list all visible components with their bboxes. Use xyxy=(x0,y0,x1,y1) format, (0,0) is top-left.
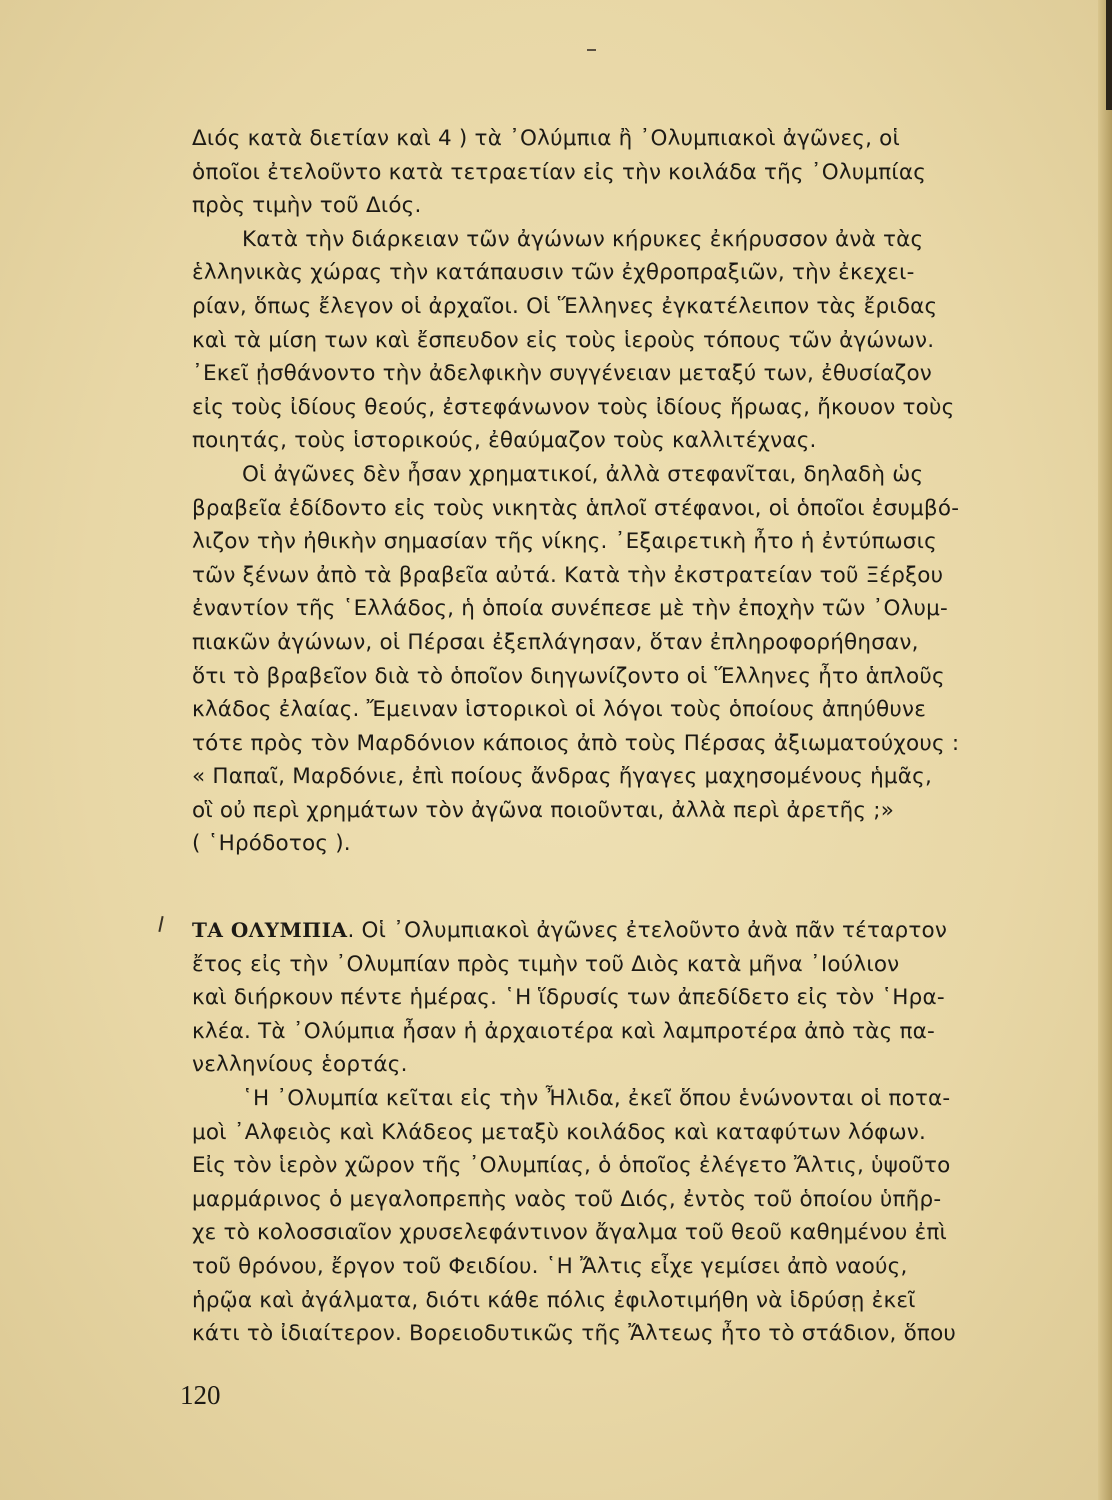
print-mark xyxy=(587,49,596,51)
text-line: τότε πρὸς τὸν Μαρδόνιον κάποιος ἀπὸ τοὺς Πέρσας ἀξιωματούχους : xyxy=(192,730,960,756)
text-line: ὁποῖοι ἐτελοῦντο κατὰ τετραετίαν εἰς τὴν κοιλάδα τῆς ᾿Ολυμπίας xyxy=(192,159,927,185)
text-line: βραβεῖα ἐδίδοντο εἰς τοὺς νικητὰς ἁπλοῖ στέφανοι, οἱ ὁποῖοι ἐσυμβό- xyxy=(192,495,960,521)
text-line: νελληνίους ἑορτάς. xyxy=(192,1052,408,1078)
text-line: τῶν ξένων ἀπὸ τὰ βραβεῖα αὐτά. Κατὰ τὴν ἐκστρατείαν τοῦ Ξέρξου xyxy=(192,562,944,588)
text-line: μαρμάρινος ὁ μεγαλοπρεπὴς ναὸς τοῦ Διός, ἐντὸς τοῦ ὁποίου ὑπῆρ- xyxy=(192,1186,942,1212)
section-heading: ΤΑ ΟΛΥΜΠΙΑ xyxy=(192,918,348,942)
text-line: Κατὰ τὴν διάρκειαν τῶν ἀγώνων κήρυκες ἐκήρυσσον ἀνὰ τὰς xyxy=(242,226,924,252)
section-heading-tail: . Οἱ ᾿Ολυμπιακοὶ ἀγῶνες ἐτελοῦντο ἀνὰ πᾶν τέταρτον xyxy=(347,918,948,943)
page-number: 120 xyxy=(180,1380,221,1410)
margin-mark xyxy=(158,916,163,932)
text-line: ὅτι τὸ βραβεῖον διὰ τὸ ὁποῖον διηγωνίζοντο οἱ Ἕλληνες ἦτο ἁπλοῦς xyxy=(192,663,945,689)
text-line: τοῦ θρόνου, ἔργον τοῦ Φειδίου. ῾Η Ἄλτις εἶχε γεμίσει ἀπὸ ναούς, xyxy=(192,1253,908,1279)
text-line: κλάδος ἐλαίας. Ἔμειναν ἱστορικοὶ οἱ λόγοι τοὺς ὁποίους ἀπηύθυνε xyxy=(192,697,927,723)
text-line: χε τὸ κολοσσιαῖον χρυσελεφάντινον ἄγαλμα τοῦ θεοῦ καθημένου ἐπὶ xyxy=(192,1220,948,1246)
text-line: μοὶ ᾿Αλφειὸς καὶ Κλάδεος μεταξὺ κοιλάδος καὶ καταφύτων λόφων. xyxy=(192,1119,927,1145)
text-line: ( ῾Ηρόδοτος ). xyxy=(192,831,351,857)
text-line: πρὸς τιμὴν τοῦ Διός. xyxy=(192,193,422,219)
text-line: ῾Η ᾿Ολυμπία κεῖται εἰς τὴν Ἦλιδα, ἐκεῖ ὅπου ἑνώνονται οἱ ποτα- xyxy=(242,1085,951,1111)
text-line: οἳ οὐ περὶ χρημάτων τὸν ἀγῶνα ποιοῦνται, ἀλλὰ περὶ ἀρετῆς ;» xyxy=(192,797,895,823)
section-first-line xyxy=(192,914,1022,948)
text-line: ἐναντίον τῆς ῾Ελλάδος, ἡ ὁποία συνέπεσε μὲ τὴν ἐποχὴν τῶν ᾿Ολυμ- xyxy=(192,596,948,622)
text-line: εἰς τοὺς ἰδίους θεούς, ἐστεφάνωνον τοὺς ἰδίους ἥρωας, ἤκουον τοὺς xyxy=(192,394,955,420)
text-line: ἡρῷα καὶ ἀγάλματα, διότι κάθε πόλις ἐφιλοτιμήθη νὰ ἱδρύσῃ ἐκεῖ xyxy=(192,1287,916,1313)
text-line: καὶ τὰ μίση των καὶ ἔσπευδον εἰς τοὺς ἱεροὺς τόπους τῶν ἀγώνων. xyxy=(192,327,935,353)
text-line: καὶ διήρκουν πέντε ἡμέρας. ῾Η ἵδρυσίς των ἀπεδίδετο εἰς τὸν ῾Ηρα- xyxy=(192,985,945,1011)
text-line: κάτι τὸ ἰδιαίτερον. Βορειοδυτικῶς τῆς Ἄλτεως ἦτο τὸ στάδιον, ὅπου xyxy=(192,1321,957,1347)
text-line: ρίαν, ὅπως ἔλεγον οἱ ἀρχαῖοι. Οἱ Ἕλληνες ἐγκατέλειπον τὰς ἔριδας xyxy=(192,293,938,319)
text-block-olympia xyxy=(192,914,1022,1351)
page-edge-shadow xyxy=(1106,0,1112,110)
text-line: ᾿Εκεῖ ᾐσθάνοντο τὴν ἀδελφικὴν συγγένειαν μεταξύ των, ἐθυσίαζον xyxy=(192,361,933,387)
page-edge xyxy=(1098,0,1112,1500)
text-line: « Παπαῖ, Μαρδόνιε, ἐπὶ ποίους ἄνδρας ἤγαγες μαχησομένους ἡμᾶς, xyxy=(192,764,933,790)
text-line: λιζον τὴν ἠθικὴν σημασίαν τῆς νίκης. ᾿Εξαιρετικὴ ἦτο ἡ ἐντύπωσις xyxy=(192,529,937,555)
text-line: ποιητάς, τοὺς ἱστορικούς, ἐθαύμαζον τοὺς καλλιτέχνας. xyxy=(192,428,817,454)
text-line: Οἱ ἀγῶνες δὲν ἦσαν χρηματικοί, ἀλλὰ στεφανῖται, δηλαδὴ ὡς xyxy=(242,461,924,487)
text-line: ἑλληνικὰς χώρας τὴν κατάπαυσιν τῶν ἐχθροπραξιῶν, τὴν ἐκεχει- xyxy=(192,260,915,286)
text-block-intro xyxy=(192,122,1022,861)
text-line: κλέα. Τὰ ᾿Ολύμπια ἦσαν ἡ ἀρχαιοτέρα καὶ λαμπροτέρα ἀπὸ τὰς πα- xyxy=(192,1018,935,1044)
text-line: πιακῶν ἀγώνων, οἱ Πέρσαι ἐξεπλάγησαν, ὅταν ἐπληροφορήθησαν, xyxy=(192,629,919,655)
text-line: ἔτος εἰς τὴν ᾿Ολυμπίαν πρὸς τιμὴν τοῦ Διὸς κατὰ μῆνα ᾿Ιούλιον xyxy=(192,951,900,977)
text-line: Εἰς τὸν ἱερὸν χῶρον τῆς ᾿Ολυμπίας, ὁ ὁποῖος ἐλέγετο Ἄλτις, ὑψοῦτο xyxy=(192,1153,951,1179)
text-line: Διός κατὰ διετίαν καὶ 4 ) τὰ ᾿Ολύμπια ἢ ᾿Ολυμπιακοὶ ἀγῶνες, οἱ xyxy=(192,126,901,151)
